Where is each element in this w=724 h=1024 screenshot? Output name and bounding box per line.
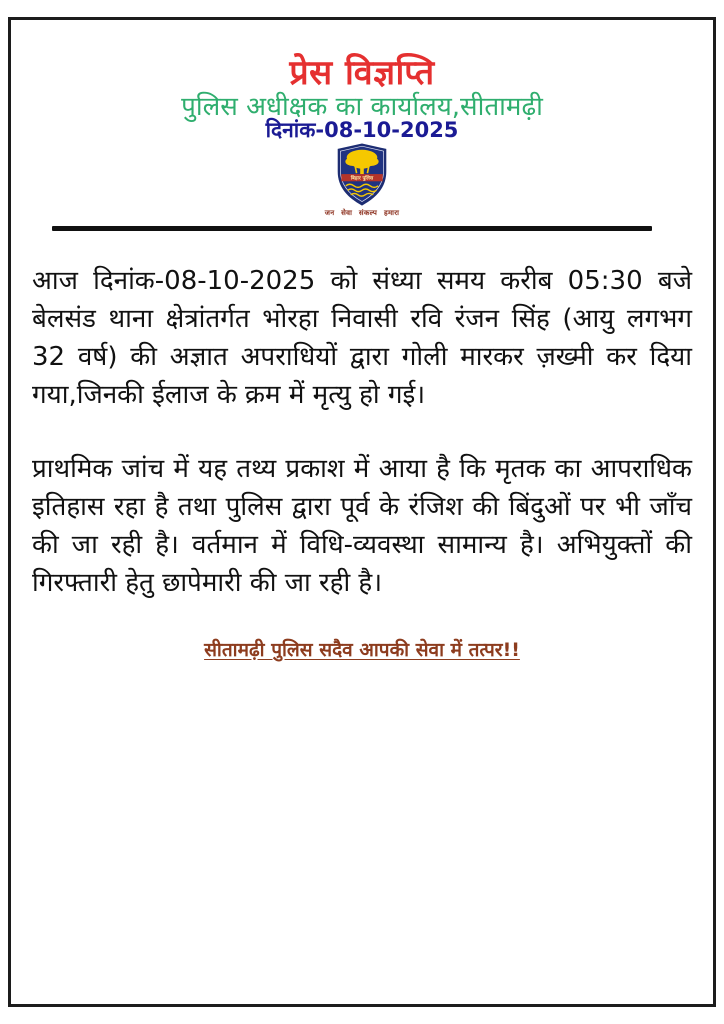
text-line: बेलसंड थाना क्षेत्रांतर्गत भोरहा निवासी रवि रंजन सिंह (आयु लगभग (32, 304, 692, 334)
text-line: की जा रही है। वर्तमान में विधि-व्यवस्था सामान्य है। अभियुक्तों की (32, 530, 692, 560)
office-subtitle: पुलिस अधीक्षक का कार्यालय,सीतामढ़ी (181, 92, 543, 122)
text-line: गिरफ्तारी हेतु छापेमारी की जा रही है। (32, 568, 383, 598)
police-shield-icon (335, 142, 389, 208)
text-line: 32 वर्ष) की अज्ञात अपराधियों द्वारा गोली मारकर ज़ख्मी कर दिया (32, 342, 692, 372)
footer-slogan: सीतामढ़ी पुलिस सदैव आपकी सेवा में तत्पर!! (204, 639, 520, 661)
paragraph-investigation (32, 450, 692, 602)
band-text: बिहार पुलिस (350, 175, 374, 182)
paragraph-incident (32, 262, 692, 414)
text-line: आज दिनांक-08-10-2025 को संध्या समय करीब 05:30 बजे (32, 266, 692, 296)
bihar-police-logo (0, 142, 724, 218)
text-line: गया,जिनकी ईलाज के क्रम में मृत्यु हो गई। (32, 380, 426, 410)
press-release-title: प्रेस विज्ञप्ति (289, 53, 435, 93)
text-line: प्राथमिक जांच में यह तथ्य प्रकाश में आया है कि मृतक का आपराधिक (32, 454, 692, 484)
text-line: इतिहास रहा है तथा पुलिस द्वारा पूर्व के रंजिश की बिंदुओं पर भी जाँच (32, 492, 692, 522)
date-line: दिनांक-08-10-2025 (265, 118, 459, 142)
logo-tagline: जन सेवा संकल्प हमारा (324, 209, 400, 217)
horizontal-rule (52, 226, 652, 231)
